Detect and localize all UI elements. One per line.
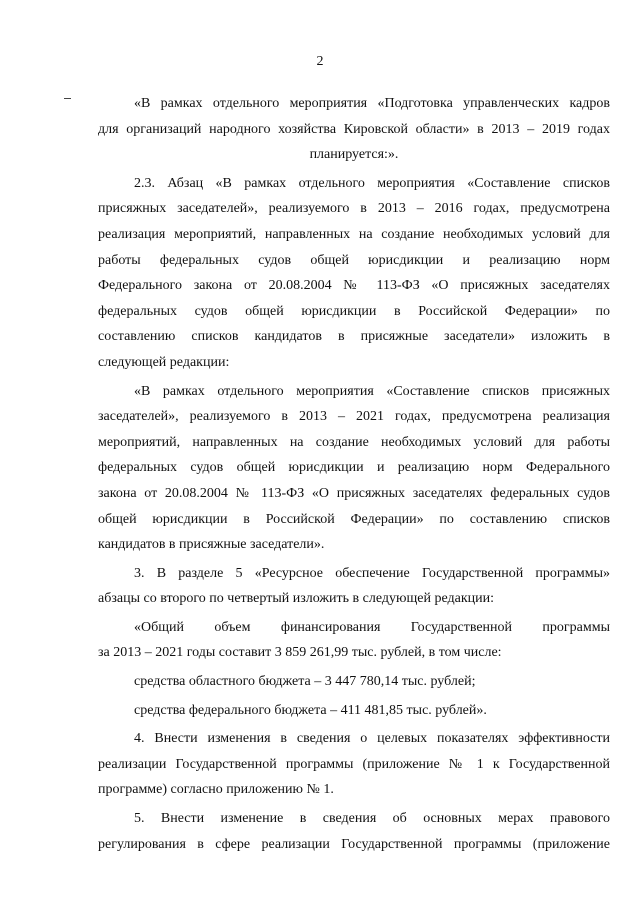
text-line: составлению списков кандидатов в присяжные заседатели» изложить в xyxy=(98,329,610,345)
text-line: для организаций народного хозяйства Кировской области» в 2013 – 2019 годах xyxy=(98,121,610,137)
text-line: средства федерального бюджета – 411 481,85 тыс. рублей». xyxy=(134,702,487,718)
text-line: «В рамках отдельного мероприятия «Составление списков присяжных xyxy=(134,383,610,399)
text-line: 2.3. Абзац «В рамках отдельного мероприятия «Составление списков xyxy=(134,175,610,191)
text-line: средства областного бюджета – 3 447 780,14 тыс. рублей; xyxy=(134,674,476,690)
margin-mark xyxy=(64,98,71,99)
text-line: «Общий объем финансирования Государственной программы xyxy=(134,619,610,635)
text-line: абзацы со второго по четвертый изложить в следующей редакции: xyxy=(98,591,494,607)
text-line: Федерального закона от 20.08.2004 № 113-ФЗ «О присяжных заседателях xyxy=(98,278,610,294)
text-line: общей юрисдикции в Российской Федерации» по составлению списков xyxy=(98,511,610,527)
text-line: работы федеральных судов общей юрисдикции и реализацию норм xyxy=(98,252,610,268)
text-line: заседателей», реализуемого в 2013 – 2021 годах, предусмотрена реализация xyxy=(98,409,610,425)
page-number: 2 xyxy=(316,54,324,69)
text-line: закона от 20.08.2004 № 113-ФЗ «О присяжных заседателях федеральных судов xyxy=(98,485,610,501)
text-line: регулирования в сфере реализации Государственной программы (приложение xyxy=(98,836,610,852)
text-line: 5. Внести изменение в сведения об основных мерах правового xyxy=(134,811,610,827)
text-line: федеральных судов общей юрисдикции в Российской Федерации» по xyxy=(98,303,610,319)
text-line: присяжных заседателей», реализуемого в 2013 – 2016 годах, предусмотрена xyxy=(98,201,610,217)
text-line: программе) согласно приложению № 1. xyxy=(98,782,334,798)
text-line: реализации Государственной программы (приложение № 1 к Государственной xyxy=(98,756,610,772)
text-line: 3. В разделе 5 «Ресурсное обеспечение Государственной программы» xyxy=(134,565,610,581)
text-line: федеральных судов общей юрисдикции и реализацию норм Федерального xyxy=(98,460,610,476)
text-line: кандидатов в присяжные заседатели». xyxy=(98,537,325,553)
text-line: мероприятий, направленных на создание необходимых условий для работы xyxy=(98,434,610,450)
text-line: следующей редакции: xyxy=(98,354,230,370)
text-line: планируется:». xyxy=(309,147,399,163)
text-line: 4. Внести изменения в сведения о целевых показателях эффективности xyxy=(134,731,610,747)
text-line: за 2013 – 2021 годы составит 3 859 261,99 тыс. рублей, в том числе: xyxy=(98,645,502,661)
text-line: «В рамках отдельного мероприятия «Подготовка управленческих кадров xyxy=(134,96,610,111)
text-line: реализация мероприятий, направленных на создание необходимых условий для xyxy=(98,226,610,242)
document-body xyxy=(98,91,610,857)
